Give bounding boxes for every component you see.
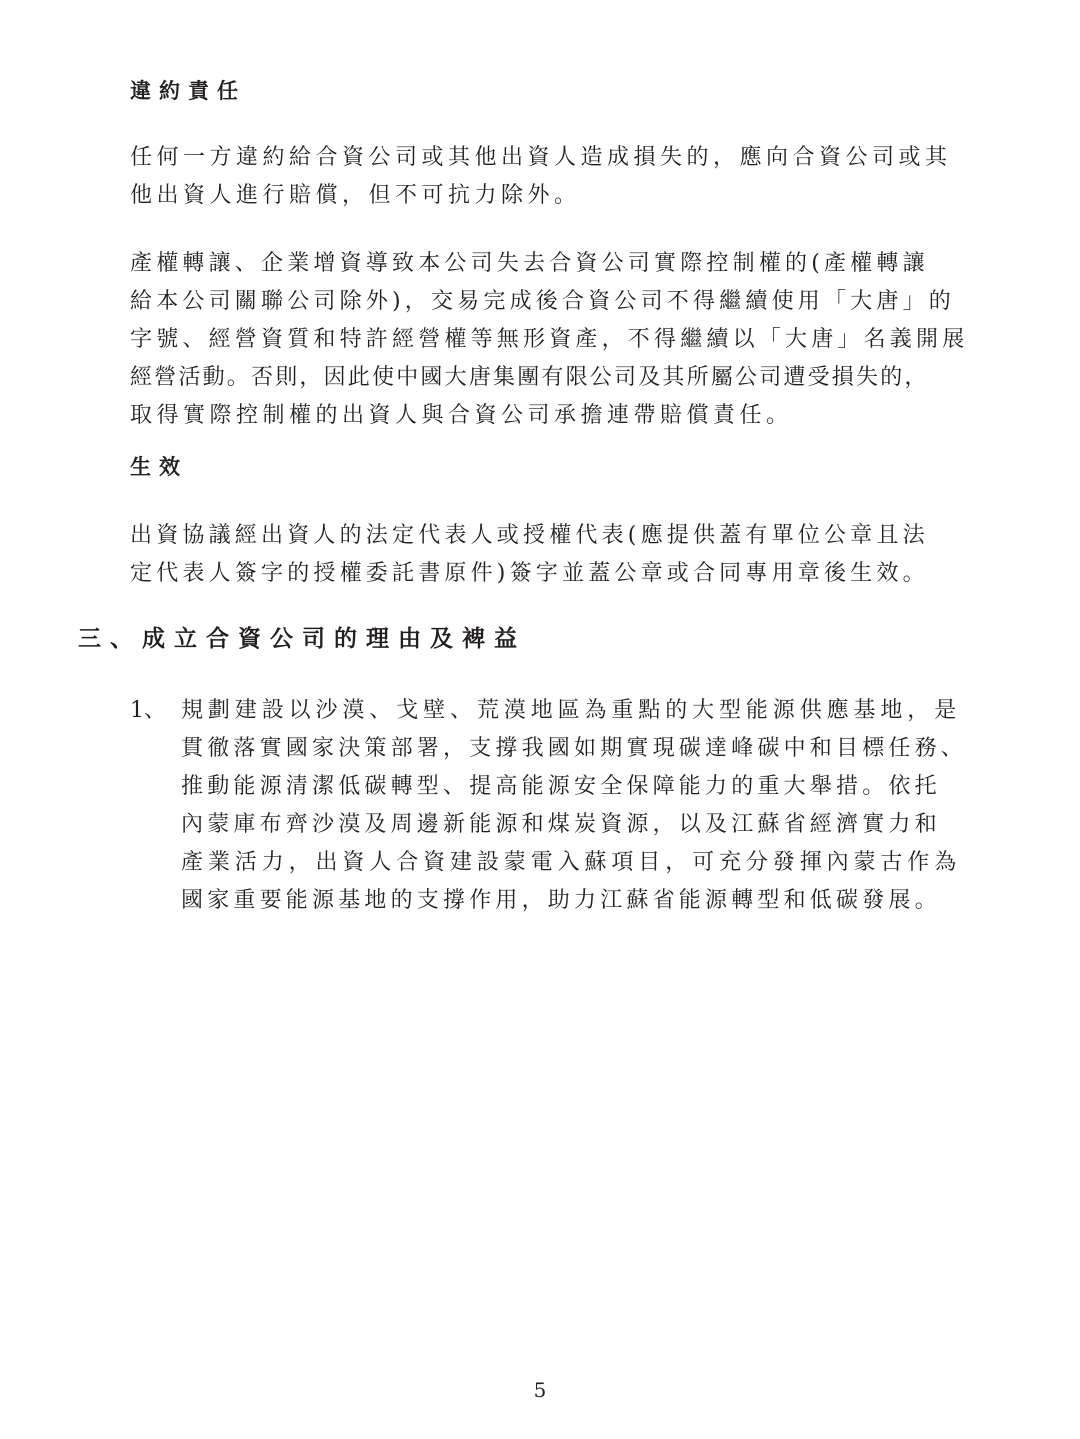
list-item-number: 1、 xyxy=(130,698,166,723)
text-line: 貫徹落實國家決策部署，支撐我國如期實現碳達峰碳中和目標任務、 xyxy=(181,736,968,761)
text-line: 規劃建設以沙漠、戈壁、荒漠地區為重點的大型能源供應基地，是 xyxy=(181,698,962,723)
paragraph-breach-2 xyxy=(130,245,1010,435)
text-line: 產業活力，出資人合資建設蒙電入蘇項目，可充分發揮內蒙古作為 xyxy=(181,850,962,875)
text-line: 推動能源清潔低碳轉型、提高能源安全保障能力的重大舉措。依托 xyxy=(181,774,941,799)
text-line: 國家重要能源基地的支撐作用，助力江蘇省能源轉型和低碳發展。 xyxy=(181,888,941,913)
text-line: 出資協議經出資人的法定代表人或授權代表(應提供蓋有單位公章且法 xyxy=(130,523,929,548)
text-line: 他出資人進行賠償，但不可抗力除外。 xyxy=(130,183,581,208)
text-line: 定代表人簽字的授權委託書原件)簽字並蓋公章或合同專用章後生效。 xyxy=(130,561,929,586)
text-line: 取得實際控制權的出資人與合資公司承擔連帶賠償責任。 xyxy=(130,403,793,428)
text-line: 產權轉讓、企業增資導致本公司失去合資公司實際控制權的(產權轉讓 xyxy=(130,251,929,276)
text-line: 給本公司關聯公司除外)，交易完成後合資公司不得繼續使用「大唐」的 xyxy=(130,289,955,314)
paragraph-effective-1 xyxy=(130,517,1010,593)
text-line: 字號、經營資質和特許經營權等無形資產，不得繼續以「大唐」名義開展 xyxy=(130,327,969,352)
paragraph-breach-1 xyxy=(130,139,1010,215)
section-heading-reasons: 三、成立合資公司的理由及裨益 xyxy=(78,625,526,652)
text-line: 內蒙庫布齊沙漠及周邊新能源和煤炭資源，以及江蘇省經濟實力和 xyxy=(181,812,941,837)
text-line: 經營活動。否則，因此使中國大唐集團有限公司及其所屬公司遭受損失的， xyxy=(130,365,929,390)
section-heading-breach: 違約責任 xyxy=(130,78,246,103)
list-item xyxy=(130,692,1010,922)
section-heading-effective: 生效 xyxy=(130,454,188,479)
page-number: 5 xyxy=(533,1378,547,1402)
list-item-body xyxy=(181,692,967,920)
text-line: 任何一方違約給合資公司或其他出資人造成損失的，應向合資公司或其 xyxy=(130,145,952,170)
